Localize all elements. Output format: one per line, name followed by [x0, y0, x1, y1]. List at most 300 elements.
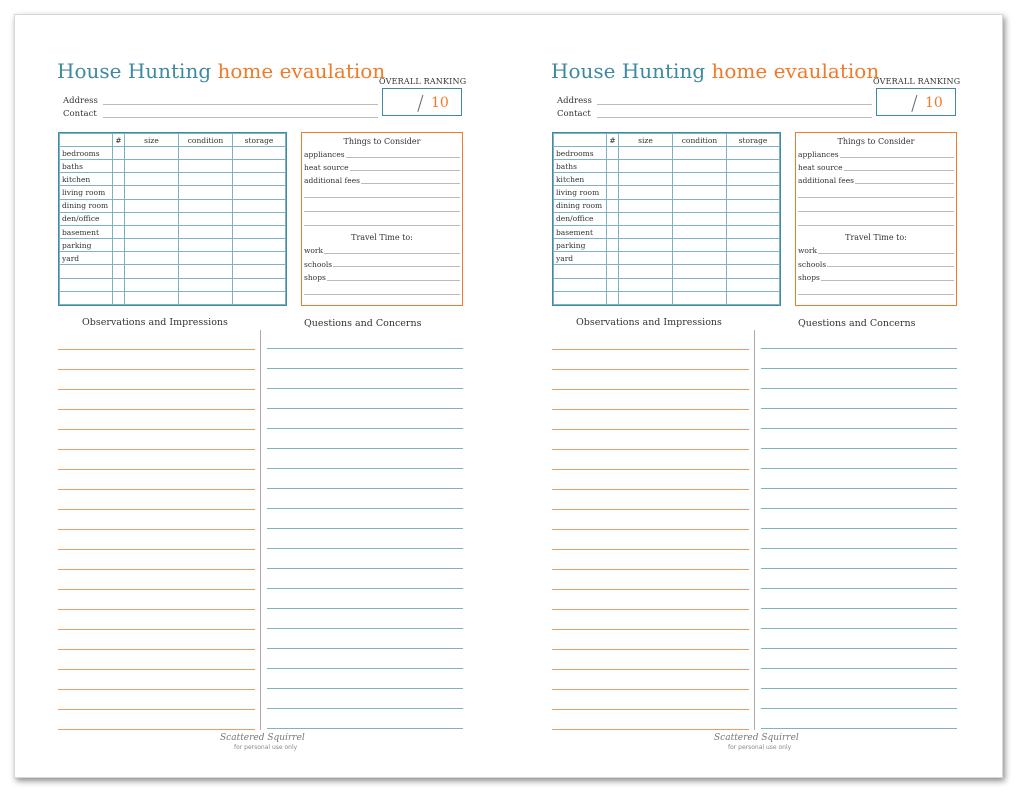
consider-line[interactable]	[798, 211, 954, 212]
room-label: baths	[554, 160, 607, 173]
room-cell[interactable]	[727, 199, 780, 212]
room-label: kitchen	[60, 173, 113, 186]
room-cell[interactable]	[179, 212, 233, 225]
title-house-hunting: House Hunting	[57, 59, 212, 83]
room-cell[interactable]	[727, 278, 780, 291]
overall-ranking-label: OVERALL RANKING	[379, 77, 467, 86]
observation-line[interactable]	[552, 529, 749, 530]
overall-ranking-label: OVERALL RANKING	[873, 77, 961, 86]
room-cell[interactable]	[727, 186, 780, 199]
observation-line[interactable]	[58, 569, 255, 570]
room-cell[interactable]	[113, 278, 125, 291]
room-label: dining room	[554, 199, 607, 212]
room-cell[interactable]	[619, 291, 673, 304]
question-line[interactable]	[761, 548, 957, 549]
room-cell[interactable]	[113, 147, 125, 160]
room-row	[60, 239, 286, 252]
room-label: kitchen	[554, 173, 607, 186]
room-cell[interactable]	[233, 199, 286, 212]
observation-line[interactable]	[58, 609, 255, 610]
room-cell[interactable]	[673, 199, 727, 212]
observation-line[interactable]	[552, 729, 749, 730]
address-line[interactable]	[597, 104, 872, 105]
consider-line[interactable]	[798, 197, 954, 198]
room-cell[interactable]	[607, 160, 619, 173]
room-cell[interactable]	[619, 239, 673, 252]
observation-line[interactable]	[552, 689, 749, 690]
room-cell[interactable]	[619, 173, 673, 186]
room-cell[interactable]	[233, 225, 286, 238]
observation-line[interactable]	[552, 469, 749, 470]
observation-line[interactable]	[552, 669, 749, 670]
room-row	[60, 265, 286, 278]
title-home-evaluation: home evaulation	[711, 59, 880, 83]
questions-heading: Questions and Concerns	[798, 318, 916, 329]
room-cell[interactable]	[727, 291, 780, 304]
room-cell[interactable]	[179, 186, 233, 199]
question-line[interactable]	[761, 408, 957, 409]
ranking-slash: /	[417, 91, 424, 115]
room-cell[interactable]	[619, 278, 673, 291]
room-cell[interactable]	[673, 252, 727, 265]
rooms-table	[58, 132, 287, 306]
table-header-cell: storage	[233, 134, 286, 147]
room-cell[interactable]	[727, 265, 780, 278]
title-home-evaluation: home evaulation	[217, 59, 386, 83]
room-label: baths	[60, 160, 113, 173]
room-cell[interactable]	[125, 186, 179, 199]
ranking-out-of: 10	[925, 95, 943, 111]
overall-ranking-box[interactable]	[382, 88, 462, 116]
travel-item: shops	[304, 273, 326, 282]
address-label: Address	[557, 96, 592, 106]
question-line[interactable]	[761, 488, 957, 489]
observation-line[interactable]	[58, 369, 255, 370]
room-row	[554, 278, 780, 291]
room-cell[interactable]	[727, 173, 780, 186]
room-cell[interactable]	[233, 252, 286, 265]
room-cell[interactable]	[113, 212, 125, 225]
room-label: dining room	[60, 199, 113, 212]
room-row	[60, 199, 286, 212]
observation-line[interactable]	[58, 629, 255, 630]
question-line[interactable]	[267, 648, 463, 649]
room-label: bedrooms	[554, 147, 607, 160]
room-row	[554, 160, 780, 173]
table-header-cell	[554, 134, 607, 147]
question-line[interactable]	[267, 668, 463, 669]
question-line[interactable]	[267, 628, 463, 629]
room-cell[interactable]	[233, 239, 286, 252]
question-line[interactable]	[267, 348, 463, 349]
observation-line[interactable]	[58, 509, 255, 510]
room-cell[interactable]	[727, 252, 780, 265]
room-cell[interactable]	[233, 173, 286, 186]
observation-line[interactable]	[58, 729, 255, 730]
room-row	[554, 212, 780, 225]
observation-line[interactable]	[552, 609, 749, 610]
room-cell[interactable]	[727, 225, 780, 238]
ranking-slash: /	[911, 91, 918, 115]
room-cell[interactable]	[179, 239, 233, 252]
room-cell[interactable]	[619, 147, 673, 160]
room-cell[interactable]	[607, 252, 619, 265]
room-label	[60, 265, 113, 278]
observation-line[interactable]	[58, 669, 255, 670]
room-label: bedrooms	[60, 147, 113, 160]
room-label	[554, 265, 607, 278]
room-cell[interactable]	[113, 160, 125, 173]
room-cell[interactable]	[673, 239, 727, 252]
room-cell[interactable]	[619, 265, 673, 278]
question-line[interactable]	[761, 588, 957, 589]
travel-item: schools	[798, 259, 827, 269]
room-cell[interactable]	[673, 212, 727, 225]
observation-line[interactable]	[552, 409, 749, 410]
room-cell[interactable]	[179, 173, 233, 186]
observation-line[interactable]	[58, 389, 255, 390]
question-line[interactable]	[267, 368, 463, 369]
observation-line[interactable]	[552, 589, 749, 590]
room-cell[interactable]	[125, 147, 179, 160]
travel-title: Travel Time to:	[351, 233, 413, 242]
room-cell[interactable]	[125, 239, 179, 252]
room-cell[interactable]	[607, 199, 619, 212]
questions-heading: Questions and Concerns	[304, 318, 422, 329]
room-row	[60, 252, 286, 265]
room-cell[interactable]	[113, 173, 125, 186]
observation-line[interactable]	[58, 649, 255, 650]
room-cell[interactable]	[113, 291, 125, 304]
room-cell[interactable]	[113, 252, 125, 265]
room-label: basement	[554, 225, 607, 238]
room-cell[interactable]	[125, 212, 179, 225]
observation-line[interactable]	[58, 709, 255, 710]
brand-logo	[220, 733, 305, 751]
room-cell[interactable]	[179, 147, 233, 160]
table-header-cell: condition	[673, 134, 727, 147]
question-line[interactable]	[761, 608, 957, 609]
column-divider	[754, 330, 755, 730]
overall-ranking-box[interactable]	[876, 88, 956, 116]
question-line[interactable]	[267, 608, 463, 609]
travel-item: work	[798, 246, 818, 255]
observation-line[interactable]	[552, 489, 749, 490]
room-cell[interactable]	[125, 252, 179, 265]
room-cell[interactable]	[607, 225, 619, 238]
room-label: den/office	[60, 212, 113, 225]
question-line[interactable]	[761, 708, 957, 709]
observation-line[interactable]	[552, 709, 749, 710]
room-cell[interactable]	[673, 160, 727, 173]
room-cell[interactable]	[125, 265, 179, 278]
room-cell[interactable]	[179, 160, 233, 173]
question-line[interactable]	[761, 388, 957, 389]
logo-text: Scattered Squirrel	[220, 733, 305, 743]
travel-item: schools	[304, 259, 333, 269]
observation-line[interactable]	[58, 429, 255, 430]
room-cell[interactable]	[619, 212, 673, 225]
consider-line[interactable]	[798, 225, 954, 226]
room-label	[60, 291, 113, 304]
question-line[interactable]	[761, 648, 957, 649]
travel-title: Travel Time to:	[845, 233, 907, 242]
table-header-cell: condition	[179, 134, 233, 147]
page-title	[57, 59, 385, 83]
question-line[interactable]	[761, 728, 957, 729]
address-line[interactable]	[103, 104, 378, 105]
room-cell[interactable]	[673, 291, 727, 304]
question-line[interactable]	[267, 688, 463, 689]
consider-item: appliances	[304, 150, 345, 159]
room-cell[interactable]	[179, 199, 233, 212]
things-to-consider-box	[301, 132, 463, 306]
observation-line[interactable]	[552, 509, 749, 510]
room-cell[interactable]	[607, 212, 619, 225]
room-row	[60, 278, 286, 291]
room-cell[interactable]	[619, 186, 673, 199]
planner-page-left	[15, 15, 508, 777]
room-cell[interactable]	[233, 147, 286, 160]
travel-line[interactable]	[304, 280, 460, 281]
question-line[interactable]	[267, 468, 463, 469]
room-cell[interactable]	[233, 186, 286, 199]
address-label: Address	[63, 96, 98, 106]
observation-line[interactable]	[58, 529, 255, 530]
question-line[interactable]	[761, 428, 957, 429]
room-cell[interactable]	[619, 199, 673, 212]
question-line[interactable]	[267, 508, 463, 509]
room-cell[interactable]	[233, 291, 286, 304]
logo-subtext: for personal use only	[234, 744, 298, 751]
room-cell[interactable]	[607, 278, 619, 291]
observation-line[interactable]	[58, 549, 255, 550]
room-cell[interactable]	[125, 160, 179, 173]
observation-line[interactable]	[552, 369, 749, 370]
room-cell[interactable]	[607, 186, 619, 199]
question-line[interactable]	[761, 628, 957, 629]
room-cell[interactable]	[673, 173, 727, 186]
question-line[interactable]	[267, 488, 463, 489]
observation-line[interactable]	[58, 469, 255, 470]
room-row	[60, 147, 286, 160]
room-label: yard	[60, 252, 113, 265]
room-cell[interactable]	[125, 199, 179, 212]
observation-line[interactable]	[552, 389, 749, 390]
observation-line[interactable]	[552, 449, 749, 450]
room-row	[60, 173, 286, 186]
room-cell[interactable]	[179, 265, 233, 278]
room-cell[interactable]	[179, 291, 233, 304]
table-header-cell: #	[113, 134, 125, 147]
observation-line[interactable]	[58, 409, 255, 410]
observation-line[interactable]	[552, 549, 749, 550]
room-label: yard	[554, 252, 607, 265]
question-line[interactable]	[761, 348, 957, 349]
things-to-consider-box	[795, 132, 957, 306]
logo-text: Scattered Squirrel	[714, 733, 799, 743]
room-cell[interactable]	[233, 212, 286, 225]
consider-title: Things to Consider	[837, 137, 915, 146]
room-cell[interactable]	[673, 225, 727, 238]
room-cell[interactable]	[113, 225, 125, 238]
room-row	[554, 173, 780, 186]
question-line[interactable]	[267, 528, 463, 529]
room-label: parking	[554, 239, 607, 252]
room-cell[interactable]	[607, 239, 619, 252]
consider-item: appliances	[798, 150, 839, 159]
observation-line[interactable]	[58, 349, 255, 350]
rooms-table	[552, 132, 781, 306]
room-label: living room	[60, 186, 113, 199]
room-cell[interactable]	[125, 291, 179, 304]
travel-line[interactable]	[304, 294, 460, 295]
page-title	[551, 59, 879, 83]
question-line[interactable]	[267, 708, 463, 709]
column-divider	[260, 330, 261, 730]
question-line[interactable]	[267, 388, 463, 389]
room-cell[interactable]	[673, 278, 727, 291]
room-row	[554, 225, 780, 238]
room-cell[interactable]	[607, 173, 619, 186]
observation-line[interactable]	[552, 569, 749, 570]
room-row	[60, 291, 286, 304]
planner-page-right	[509, 15, 1002, 777]
room-row	[554, 239, 780, 252]
room-label: basement	[60, 225, 113, 238]
question-line[interactable]	[761, 368, 957, 369]
room-cell[interactable]	[607, 147, 619, 160]
question-line[interactable]	[267, 408, 463, 409]
room-row	[554, 147, 780, 160]
table-header-cell	[60, 134, 113, 147]
consider-line[interactable]	[304, 197, 460, 198]
consider-line[interactable]	[304, 225, 460, 226]
room-cell[interactable]	[673, 186, 727, 199]
room-label: den/office	[554, 212, 607, 225]
room-cell[interactable]	[113, 265, 125, 278]
room-row	[554, 265, 780, 278]
observations-heading: Observations and Impressions	[82, 317, 228, 328]
room-cell[interactable]	[233, 160, 286, 173]
table-header-cell: #	[607, 134, 619, 147]
room-cell[interactable]	[113, 186, 125, 199]
room-row	[60, 212, 286, 225]
question-line[interactable]	[761, 528, 957, 529]
question-line[interactable]	[761, 468, 957, 469]
consider-item: heat source	[798, 163, 843, 172]
consider-item: additional fees	[798, 176, 854, 185]
observation-line[interactable]	[58, 589, 255, 590]
observation-line[interactable]	[58, 489, 255, 490]
room-row	[60, 225, 286, 238]
room-cell[interactable]	[727, 239, 780, 252]
room-cell[interactable]	[179, 225, 233, 238]
room-row	[554, 291, 780, 304]
observation-line[interactable]	[552, 349, 749, 350]
room-cell[interactable]	[619, 225, 673, 238]
travel-line[interactable]	[798, 280, 954, 281]
contact-line[interactable]	[103, 117, 378, 118]
table-header-cell: size	[125, 134, 179, 147]
room-row	[554, 199, 780, 212]
table-header-cell: storage	[727, 134, 780, 147]
question-line[interactable]	[761, 688, 957, 689]
question-line[interactable]	[267, 548, 463, 549]
observation-line[interactable]	[58, 449, 255, 450]
room-cell[interactable]	[727, 160, 780, 173]
travel-item: shops	[798, 273, 820, 282]
room-cell[interactable]	[607, 265, 619, 278]
room-row	[60, 160, 286, 173]
room-cell[interactable]	[179, 252, 233, 265]
room-label	[554, 278, 607, 291]
question-line[interactable]	[267, 428, 463, 429]
consider-item: additional fees	[304, 176, 360, 185]
room-cell[interactable]	[125, 225, 179, 238]
observation-line[interactable]	[552, 649, 749, 650]
room-cell[interactable]	[179, 278, 233, 291]
room-row	[554, 252, 780, 265]
room-cell[interactable]	[125, 173, 179, 186]
room-label	[554, 291, 607, 304]
room-cell[interactable]	[673, 147, 727, 160]
observations-heading: Observations and Impressions	[576, 317, 722, 328]
travel-line[interactable]	[798, 294, 954, 295]
room-label: living room	[554, 186, 607, 199]
room-cell[interactable]	[233, 278, 286, 291]
question-line[interactable]	[761, 568, 957, 569]
room-row	[554, 186, 780, 199]
room-cell[interactable]	[727, 212, 780, 225]
room-cell[interactable]	[619, 160, 673, 173]
question-line[interactable]	[761, 508, 957, 509]
room-cell[interactable]	[233, 265, 286, 278]
planner-sheet	[14, 14, 1003, 778]
question-line[interactable]	[267, 448, 463, 449]
travel-line[interactable]	[304, 253, 460, 254]
ranking-out-of: 10	[431, 95, 449, 111]
question-line[interactable]	[761, 668, 957, 669]
table-header-cell: size	[619, 134, 673, 147]
question-line[interactable]	[761, 448, 957, 449]
question-line[interactable]	[267, 728, 463, 729]
travel-item: work	[304, 246, 324, 255]
room-row	[60, 186, 286, 199]
contact-line[interactable]	[597, 117, 872, 118]
observation-line[interactable]	[58, 689, 255, 690]
room-cell[interactable]	[619, 252, 673, 265]
observation-line[interactable]	[552, 629, 749, 630]
brand-logo	[714, 733, 799, 751]
room-cell[interactable]	[607, 291, 619, 304]
room-cell[interactable]	[113, 239, 125, 252]
consider-item: heat source	[304, 163, 349, 172]
room-label	[60, 278, 113, 291]
title-house-hunting: House Hunting	[551, 59, 706, 83]
room-label: parking	[60, 239, 113, 252]
observation-line[interactable]	[552, 429, 749, 430]
room-cell[interactable]	[125, 278, 179, 291]
room-cell[interactable]	[727, 147, 780, 160]
room-cell[interactable]	[673, 265, 727, 278]
contact-label: Contact	[557, 109, 591, 119]
room-cell[interactable]	[113, 199, 125, 212]
travel-line[interactable]	[798, 253, 954, 254]
consider-line[interactable]	[304, 211, 460, 212]
question-line[interactable]	[267, 568, 463, 569]
question-line[interactable]	[267, 588, 463, 589]
